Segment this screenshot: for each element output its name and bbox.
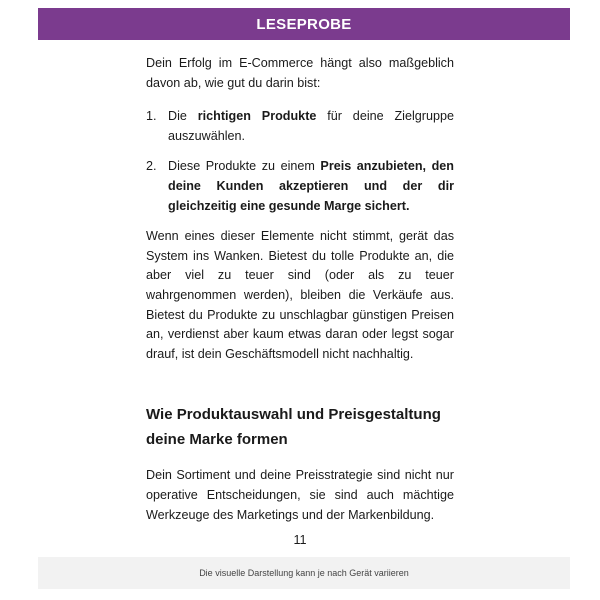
list-item-text-end: für deine Zielgruppe auszuwählen.	[168, 109, 454, 143]
body-paragraph: Wenn eines dieser Elemente nicht stimmt, gerät das System ins Wanken. Bietest du tolle Produkte an, die aber viel zu teuer sind (oder als zu teuer wahrgenommen werden), bleiben die Verkäufe aus. Bietest du Produkte zu unschlagbar günstigen Preisen an, verdienst aber kaum etwas daran oder legst sogar drauf, ist dein Geschäftsmodell nicht nachhaltig.	[146, 229, 454, 361]
footer-note: Die visuelle Darstellung kann je nach Gerät variieren	[199, 568, 409, 578]
footer-bar	[38, 557, 570, 589]
numbered-list	[146, 107, 454, 216]
list-item-text	[168, 107, 454, 146]
section-heading: Wie Produktauswahl und Preisgestaltung deine Marke formen	[146, 406, 441, 449]
banner-title: LESEPROBE	[256, 15, 352, 33]
list-item-number: 2.	[146, 159, 157, 174]
list-item	[146, 107, 454, 146]
list-item	[146, 157, 454, 216]
page-content	[146, 54, 454, 525]
intro-paragraph: Dein Erfolg im E-Commerce hängt also maßgeblich davon ab, wie gut du darin bist:	[146, 56, 454, 90]
leseprobe-banner	[38, 8, 570, 40]
list-item-text-start: Die	[168, 109, 198, 124]
list-item-number: 1.	[146, 109, 157, 124]
list-item-bold-text: richtigen Produkte	[197, 109, 317, 124]
page-number: 11	[293, 533, 307, 547]
body-paragraph: Dein Sortiment und deine Preisstrategie sind nicht nur operative Entscheidungen, sie sind auch mächtige Werkzeuge des Marketings und der Markenbildung.	[146, 468, 454, 522]
list-item-text-start: Diese Produkte zu einem	[168, 159, 321, 174]
list-item-bold-text: Preis anzubieten, den deine Kunden akzeptieren und der dir gleichzeitig eine gesunde Marge sichert.	[168, 159, 454, 213]
list-item-text	[168, 157, 454, 216]
